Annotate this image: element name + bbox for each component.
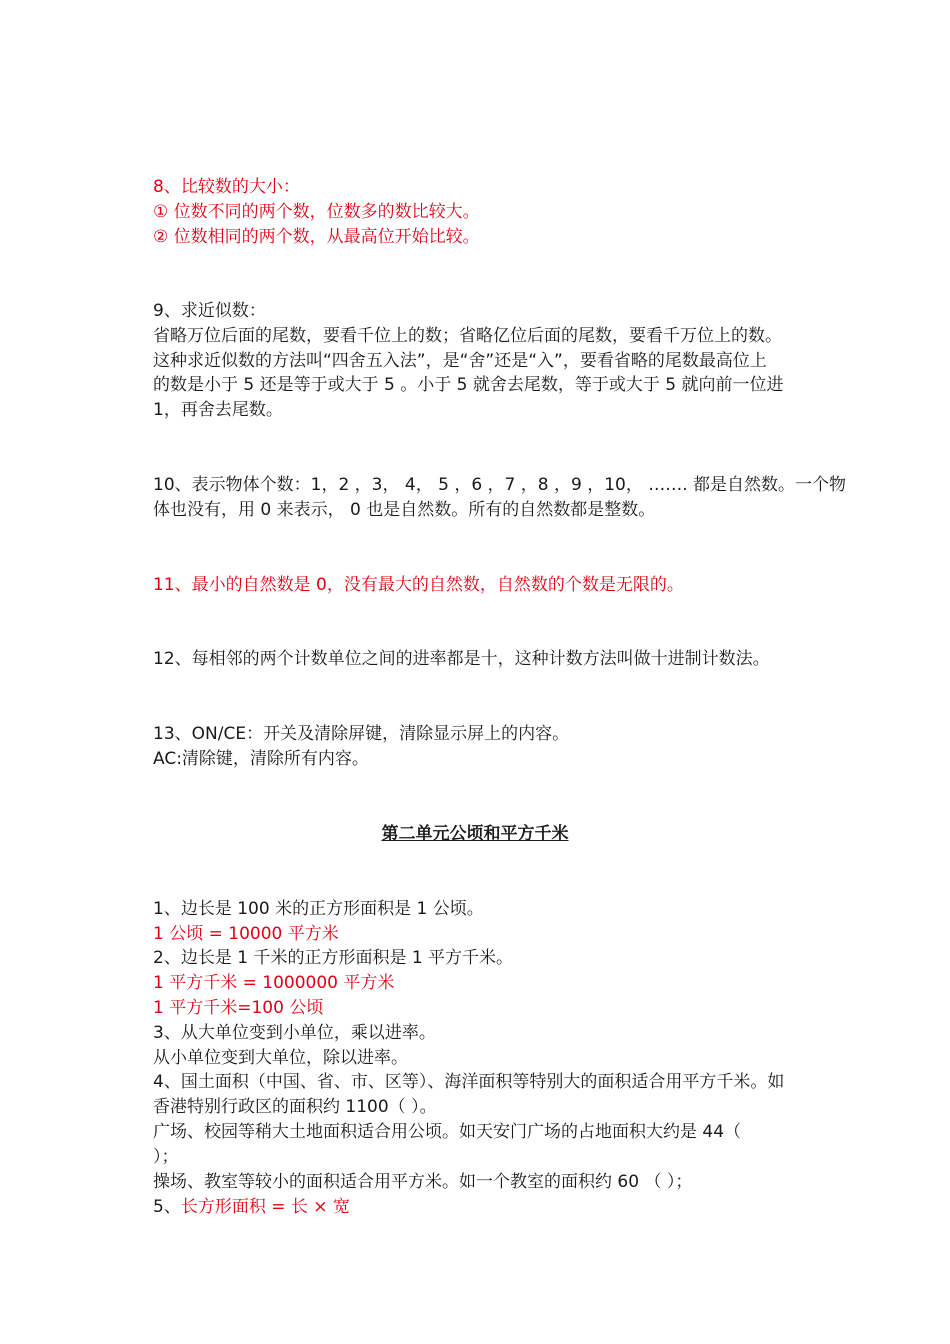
- item9-line: 省略万位后面的尾数，要看千位上的数；省略亿位后面的尾数，要看千万位上的数。: [153, 326, 782, 346]
- item13-line1: 13、ON/CE：开关及清除屏键，清除显示屏上的内容。: [153, 724, 570, 744]
- item8-rule1: ① 位数不同的两个数，位数多的数比较大。: [153, 202, 480, 222]
- section2-title: 第二单元公顷和平方千米: [381, 824, 569, 844]
- item9-line: 这种求近似数的方法叫“四舍五入法”，是“舍”还是“入”，要看省略的尾数最高位上: [153, 351, 767, 371]
- item11: 11、最小的自然数是 0，没有最大的自然数，自然数的个数是无限的。: [153, 575, 684, 595]
- section2-line: 操场、教室等较小的面积适合用平方米。如一个教室的面积约 60 （ ）；: [153, 1172, 693, 1192]
- section2-line: 4、国土面积（中国、省、市、区等）、海洋面积等特别大的面积适合用平方千米。如: [153, 1072, 785, 1092]
- item8-rule2: ② 位数相同的两个数，从最高位开始比较。: [153, 227, 480, 247]
- section2-line: 从小单位变到大单位，除以进率。: [153, 1048, 408, 1068]
- item9-line: 1，再舍去尾数。: [153, 400, 283, 420]
- item5-formula: 长方形面积 = 长 × 宽: [180, 1197, 350, 1217]
- section2-line: 1 平方千米 = 1000000 平方米: [153, 973, 395, 993]
- item10-line: 体也没有，用 0 来表示， 0 也是自然数。所有的自然数都是整数。: [153, 500, 656, 520]
- item10-line: 10、表示物体个数：1，2 ，3， 4， 5 ，6 ，7 ，8 ，9 ，10， ……. 都是自然数。一个物: [153, 475, 847, 495]
- item5-prefix: 5、: [153, 1197, 181, 1217]
- section2-line: 香港特别行政区的面积约 1100（ ）。: [153, 1097, 437, 1117]
- item12: 12、每相邻的两个计数单位之间的进率都是十，这种计数方法叫做十进制计数法。: [153, 649, 770, 669]
- item8-heading: 8、比较数的大小：: [153, 177, 300, 197]
- section2-line: 3、从大单位变到小单位，乘以进率。: [153, 1023, 436, 1043]
- section2-line: 1 公顷 = 10000 平方米: [153, 924, 339, 944]
- section2-line: 1 平方千米=100 公顷: [153, 998, 324, 1018]
- item5-line: [153, 1195, 813, 1220]
- item13-line2: AC:清除键，清除所有内容。: [153, 749, 369, 769]
- section2-line: 广场、校园等稍大土地面积适合用公顷。如天安门广场的占地面积大约是 44（: [153, 1122, 742, 1142]
- section2-line: 2、边长是 1 千米的正方形面积是 1 平方千米。: [153, 948, 514, 968]
- section2-line: ）；: [153, 1147, 179, 1167]
- item9-heading: 9、求近似数：: [153, 301, 266, 321]
- item9-line: 的数是小于 5 还是等于或大于 5 。小于 5 就舍去尾数，等于或大于 5 就向前一位进: [153, 375, 784, 395]
- section2-line: 1、边长是 100 米的正方形面积是 1 公顷。: [153, 899, 484, 919]
